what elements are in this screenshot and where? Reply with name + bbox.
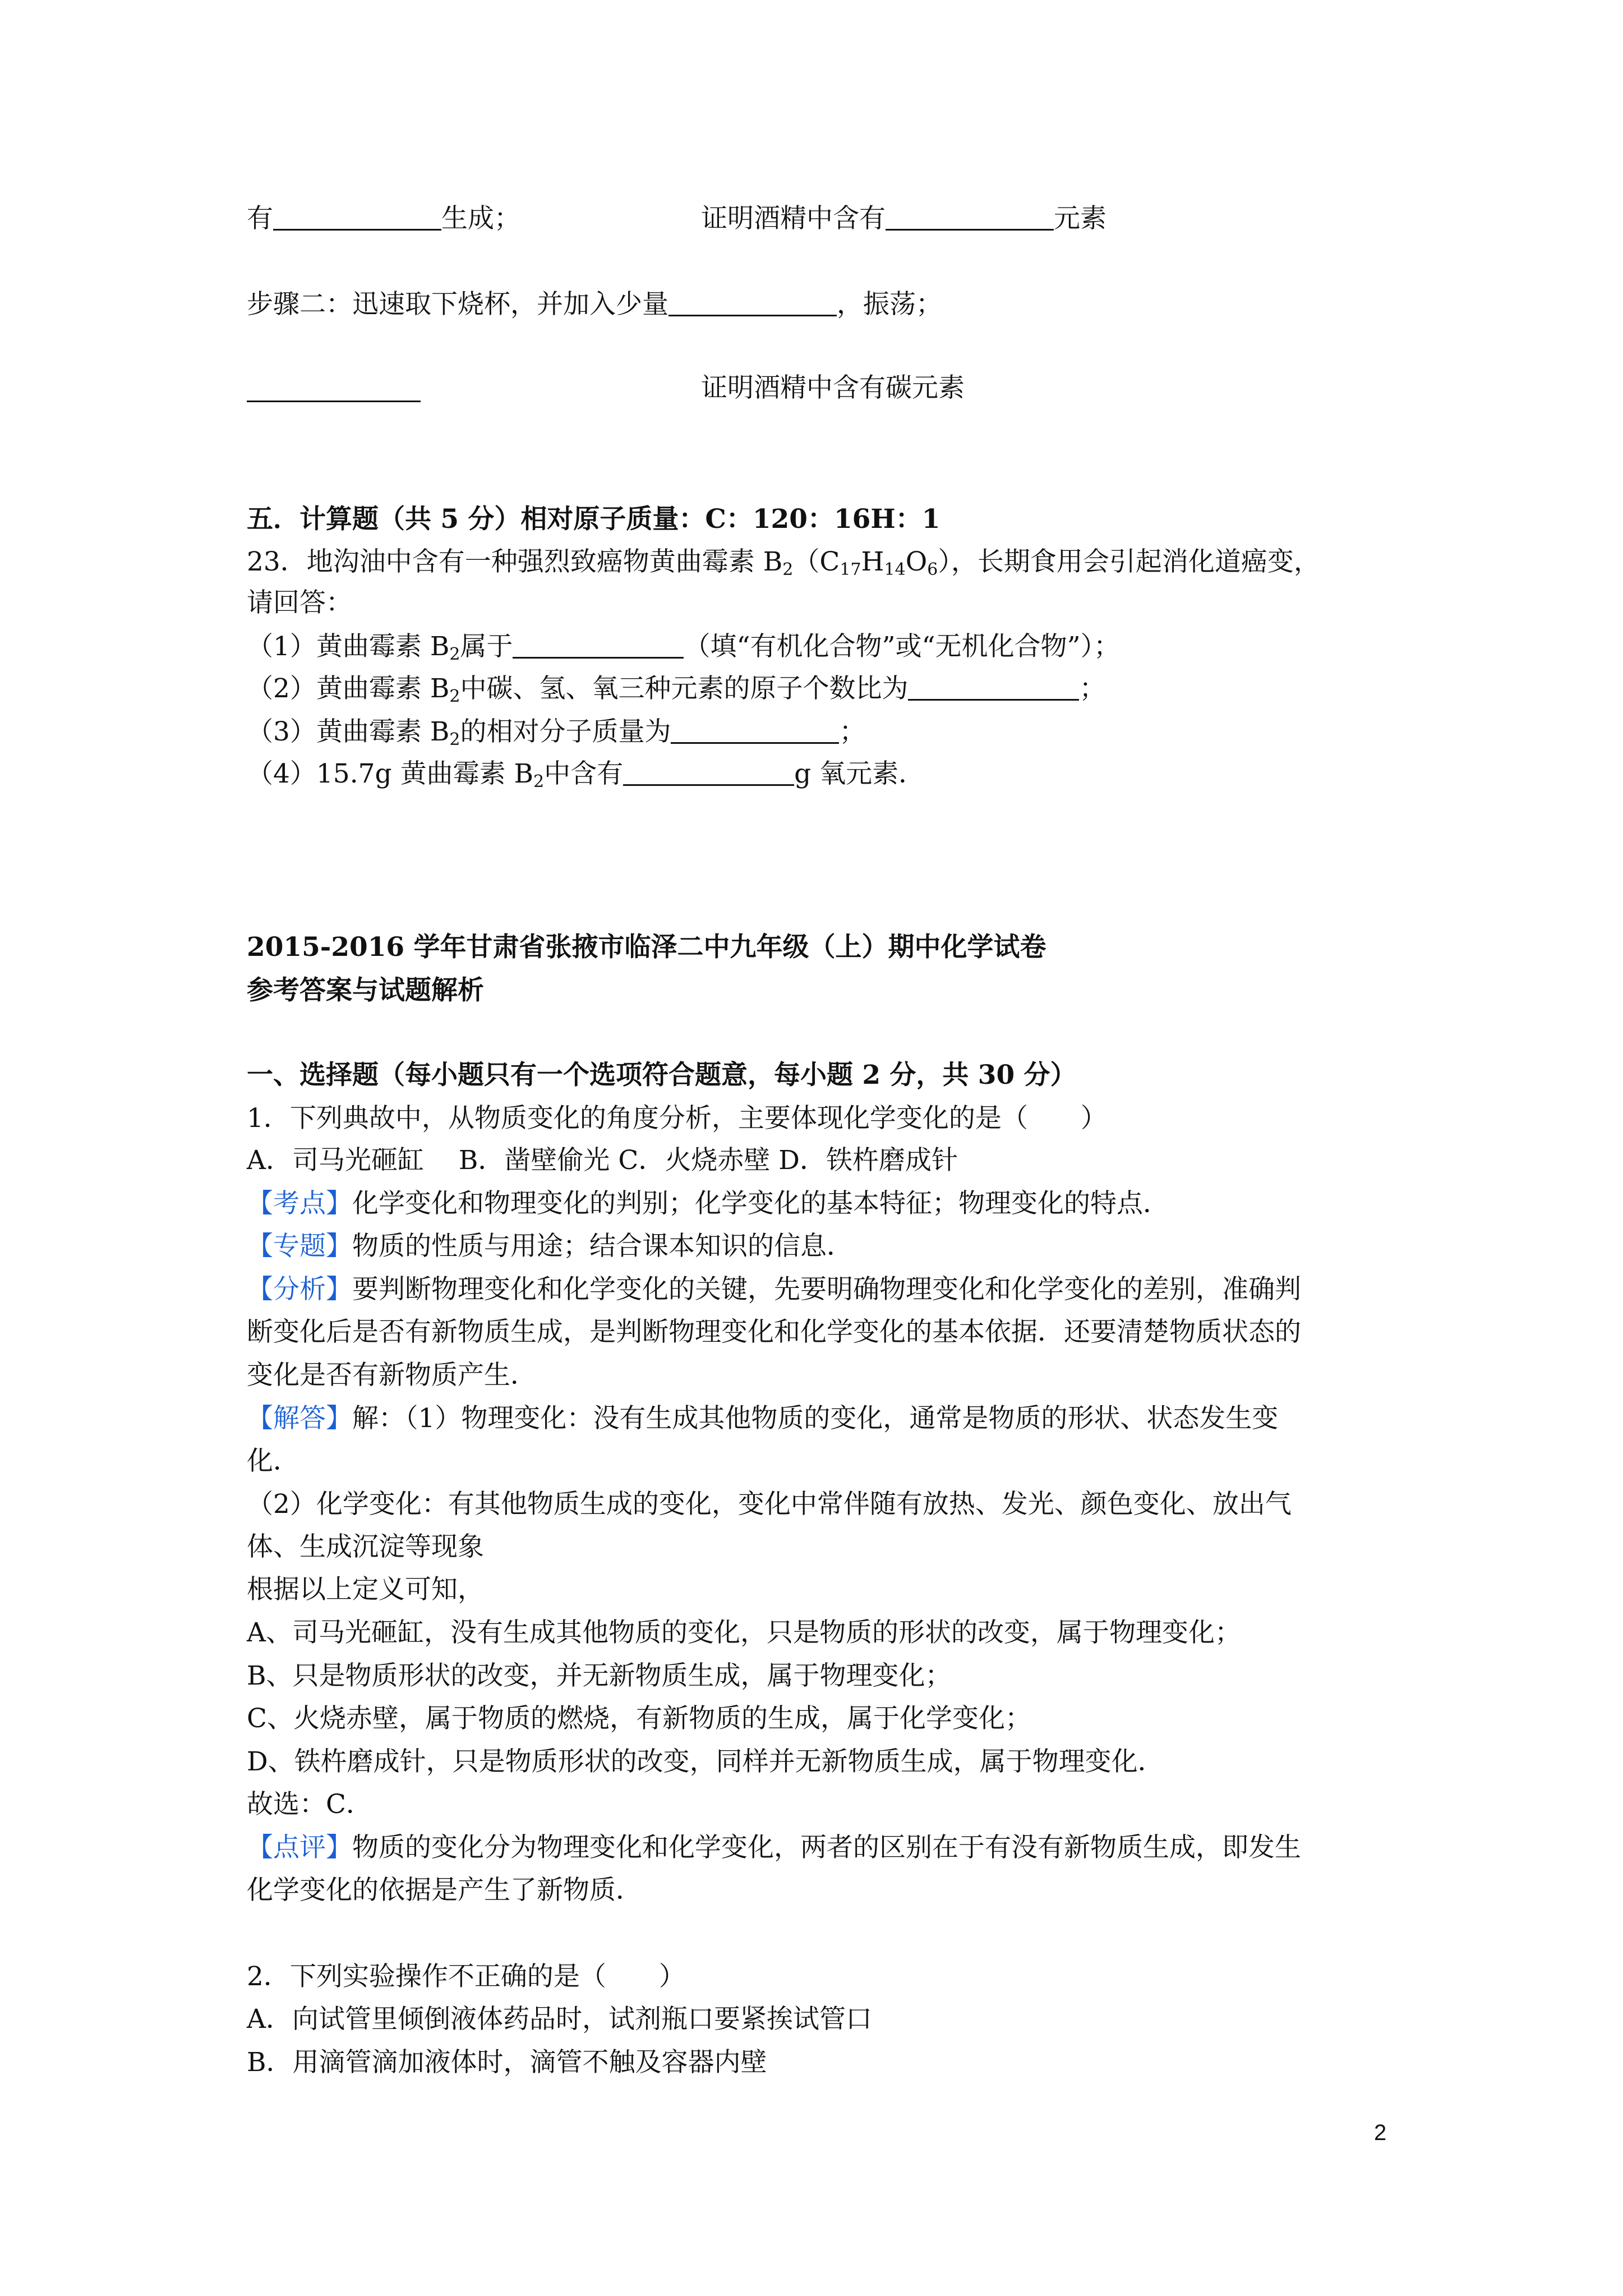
answers-subtitle: 参考答案与试题解析 — [247, 975, 484, 1006]
fill-row-2 — [247, 289, 942, 318]
jieda-option-b: B、只是物质形状的改变，并无新物质生成，属于物理变化； — [247, 1660, 952, 1691]
page-number: 2 — [1374, 2120, 1387, 2145]
answers-title: 2015-2016 学年甘肃省张掖市临泽二中九年级（上）期中化学试卷 — [247, 932, 1046, 963]
jieda-option-a: A、司马光砸缸，没有生成其他物质的变化，只是物质的形状的改变，属于物理变化； — [247, 1617, 1241, 1648]
blank — [247, 375, 421, 402]
dianping-line-2: 化学变化的依据是产生了新物质． — [247, 1875, 642, 1906]
question-1-options: A．司马光砸缸 B．凿壁偷光 C．火烧赤壁 D．铁杵磨成针 — [247, 1145, 958, 1176]
q23-part1 — [247, 631, 1121, 664]
part-text: ； — [839, 716, 866, 747]
q23-text: ），长期食用会引起消化道癌变， — [938, 546, 1320, 577]
part-text: （1）黄曲霉素 B — [247, 631, 450, 662]
row1-suffix: 生成； — [441, 203, 520, 234]
part-text: （3）黄曲霉素 B — [247, 716, 450, 747]
q23-text: （C — [793, 546, 840, 577]
part-text: 中碳、氢、氧三种元素的原子个数比为 — [460, 673, 909, 704]
kaodian-tag: 【考点】 — [247, 1188, 352, 1219]
q23-text: H — [861, 546, 884, 577]
blank — [908, 673, 1079, 701]
jieda-tag: 【解答】 — [247, 1403, 352, 1434]
q23-part4 — [247, 758, 925, 792]
question-2-option-a: A．向试管里倾倒液体药品时，试剂瓶口要紧挨试管口 — [247, 2004, 872, 2035]
q23-line2: 请回答： — [247, 587, 352, 618]
fill-row-3-conclusion: 证明酒精中含有碳元素 — [701, 372, 965, 403]
question-2: 2．下列实验操作不正确的是（ ） — [247, 1961, 685, 1992]
blank — [668, 289, 837, 316]
kaodian-text: 化学变化和物理变化的判别；化学变化的基本特征；物理变化的特点． — [352, 1188, 1169, 1219]
part-text: 的相对分子质量为 — [460, 716, 671, 747]
jieda-line-2: 化． — [247, 1446, 299, 1476]
part-text: 属于 — [460, 631, 513, 662]
row1-conclusion-prefix: 证明酒精中含有 — [701, 203, 886, 234]
jieda-line-4: 体、生成沉淀等现象 — [247, 1531, 484, 1562]
subscript: 2 — [533, 772, 545, 792]
fenxi-row — [247, 1276, 1301, 1303]
part-text: g 氧元素． — [794, 758, 925, 789]
q23-text: 23．地沟油中含有一种强烈致癌物黄曲霉素 B — [247, 546, 783, 577]
blank — [886, 203, 1054, 231]
fill-row-3 — [247, 375, 421, 403]
part-text: （4）15.7g 黄曲霉素 B — [247, 758, 534, 789]
row1-prefix: 有 — [247, 203, 273, 234]
answer-choice: 故选：C． — [247, 1789, 372, 1820]
fenxi-tag: 【分析】 — [247, 1274, 352, 1305]
dianping-tag: 【点评】 — [247, 1832, 352, 1863]
subscript: 2 — [449, 645, 460, 664]
jieda-line-5: 根据以上定义可知， — [247, 1574, 484, 1605]
fenxi-line-2: 断变化后是否有新物质生成，是判断物理变化和化学变化的基本依据．还要清楚物质状态的 — [247, 1317, 1301, 1347]
jieda-text: 解：（1）物理变化：没有生成其他物质的变化，通常是物质的形状、状态发生变 — [352, 1403, 1279, 1434]
q23-part2 — [247, 673, 1106, 706]
kaodian-row — [247, 1190, 1169, 1217]
subscript: 14 — [884, 560, 906, 579]
subscript: 2 — [449, 730, 460, 749]
fenxi-text: 要判断物理变化和化学变化的关键，先要明确物理变化和化学变化的差别，准确判 — [352, 1274, 1301, 1305]
section-1-heading: 一、选择题（每小题只有一个选项符合题意，每小题 2 分，共 30 分） — [247, 1060, 1077, 1091]
subscript: 2 — [782, 560, 794, 579]
jieda-option-c: C、火烧赤壁，属于物质的燃烧，有新物质的生成，属于化学变化； — [247, 1703, 1031, 1734]
subscript: 2 — [449, 687, 460, 706]
q23-text: O — [905, 546, 928, 577]
jieda-option-d: D、铁杵磨成针，只是物质形状的改变，同样并无新物质生成，属于物理变化． — [247, 1746, 1164, 1777]
blank — [671, 716, 839, 744]
zhuanti-text: 物质的性质与用途；结合课本知识的信息． — [352, 1231, 853, 1262]
step2-suffix: ，振荡； — [837, 289, 942, 320]
fenxi-line-3: 变化是否有新物质产生． — [247, 1360, 537, 1391]
dianping-text: 物质的变化分为物理变化和化学变化，两者的区别在于有没有新物质生成，即发生 — [352, 1832, 1301, 1863]
q23-intro — [247, 546, 1320, 579]
blank — [513, 631, 684, 659]
question-2-option-b: B．用滴管滴加液体时，滴管不触及容器内壁 — [247, 2047, 767, 2078]
zhuanti-row — [247, 1231, 853, 1262]
step2-text: 步骤二：迅速取下烧杯，并加入少量 — [247, 289, 668, 320]
fill-row-1 — [247, 203, 520, 232]
question-1: 1．下列典故中，从物质变化的角度分析，主要体现化学变化的是（ ） — [247, 1103, 1107, 1134]
jieda-line-3: （2）化学变化：有其他物质生成的变化，变化中常伴随有放热、发光、颜色变化、放出气 — [247, 1489, 1292, 1520]
jieda-row — [247, 1405, 1278, 1432]
part-text: （填“有机化合物”或“无机化合物”）； — [684, 631, 1121, 662]
zhuanti-tag: 【专题】 — [247, 1231, 352, 1262]
subscript: 6 — [927, 560, 938, 579]
part-text: ； — [1079, 673, 1106, 704]
blank — [273, 203, 441, 231]
part-text: （2）黄曲霉素 B — [247, 673, 450, 704]
fill-row-1-conclusion — [701, 203, 1106, 232]
row1-conclusion-suffix: 元素 — [1054, 203, 1106, 234]
subscript: 17 — [840, 560, 861, 579]
q23-part3 — [247, 716, 866, 749]
part-text: 中含有 — [544, 758, 624, 789]
calc-heading: 五．计算题（共 5 分）相对原子质量：C：120：16H：1 — [247, 504, 940, 535]
blank — [623, 758, 794, 786]
dianping-row — [247, 1834, 1301, 1861]
